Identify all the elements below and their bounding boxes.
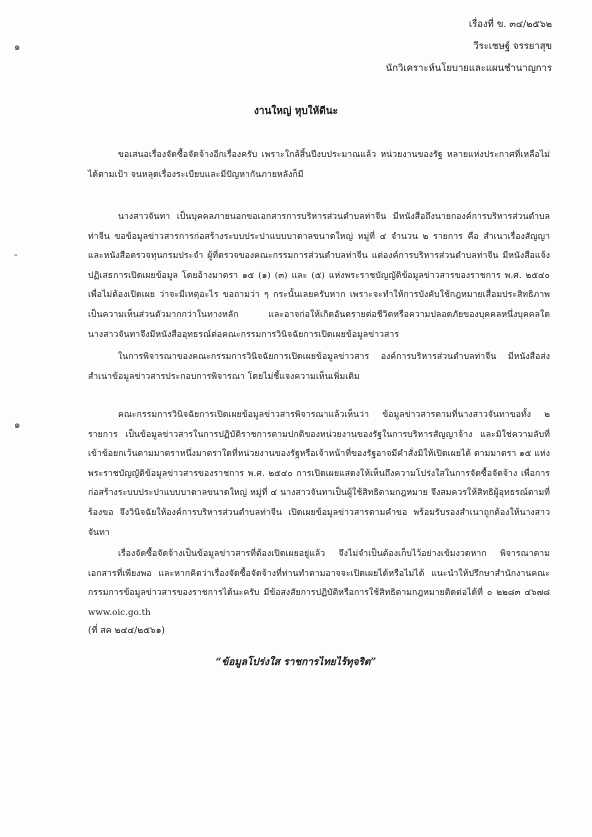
paragraph-text: เรื่องจัดซื้อจัดจ้างเป็นข้อมูลข่าวสารที่ต้องเปิดเผยอยู่แล้ว จึงไม่จำเป็นต้องเก็บไว้อย่างเข้มงวดหาก พิจารณาตามเอกสารที่เพียงพอ และหากคิดว่าเรื่องจัดซื้อจัดจ้างที่ท่านทำตามอาจจะเปิดเผยได้หรือไม่ได้ แนะนำให้ปรึกษาสำนักงานคณะกรรมการข้อมูลข่าวสารของราชการได้นะครับ มีข้อสงสัยการปฏิบัติหรือการใช้สิทธิตามกฎหมายติดต่อได้ที่ ๐ ๒๒๘๓ ๔๖๗๘ www.oic.go.th: [88, 549, 550, 618]
paragraph-3: [88, 348, 550, 387]
greeting-title: งานใหญ่ หุบให้ดีนะ: [254, 106, 338, 117]
paragraph-1: [88, 146, 550, 185]
margin-mark: ๑: [14, 42, 21, 53]
paragraph-5: [88, 545, 550, 623]
reference-note: (ที่ สค ๒๔๔/๒๕๖๑): [88, 626, 165, 636]
letter-header: [312, 14, 552, 80]
paragraph-text: ในการพิจารณาของคณะกรรมการวินิจฉัยการเปิดเผยข้อมูลข่าวสาร องค์การบริหารส่วนตำบลท่าจีน มีหนังสือส่งสำเนาข้อมูลข่าวสารประกอบการพิจารณา โดยไม่ชี้แจงความเห็นเพิ่มเติม: [88, 352, 550, 382]
paragraph-text: คณะกรรมการวินิจฉัยการเปิดเผยข้อมูลข่าวสารพิจารณาแล้วเห็นว่า ข้อมูลข่าวสารตามที่นางสาวจันทาขอทั้ง ๒ รายการ เป็นข้อมูลข่าวสารในการปฏิบัติราชการตามปกติของหน่วยงานของรัฐในการบริหารสัญญาจ้าง และมิใช่ความลับที่เข้าข้อยกเว้นตามมาตราหนึ่งมาตราใดที่หน่วยงานของรัฐหรือเจ้าหน้าที่ของรัฐอาจมีคำสั่งมิให้เปิดเผยได้ ตามมาตรา ๑๕ แห่งพระราชบัญญัติข้อมูลข่าวสารของราชการ พ.ศ. ๒๕๔๐ การเปิดเผยแสดงให้เห็นถึงความโปร่งใสในการจัดซื้อจัดจ้าง เพื่อการก่อสร้างระบบประปาแบบบาดาลขนาดใหญ่ หมู่ที่ ๔ นางสาวจันทาเป็นผู้ใช้สิทธิตามกฎหมาย จึงสมควรให้สิทธิผู้อุทธรณ์ตามที่ร้องขอ จึงวินิจฉัยให้องค์การบริหารส่วนตำบลท่าจีน เปิดเผยข้อมูลข่าวสารตามคำขอ พร้อมรับรองสำเนาถูกต้องให้นางสาวจันทา: [88, 410, 550, 538]
margin-mark: -: [14, 250, 18, 261]
author-name: วีระเชษฐ์ จรรยาสุข: [473, 41, 552, 52]
margin-mark: ๑: [14, 420, 21, 431]
paragraph-2: [88, 208, 550, 345]
slogan: “ข้อมูลโปร่งใส ราชการไทยไร้ทุจริต”: [215, 657, 377, 668]
paragraph-4: [88, 406, 550, 543]
author-position: นักวิเคราะห์นโยบายและแผนชำนาญการ: [385, 63, 552, 74]
paragraph-text: นางสาวจันทา เป็นบุคคลภายนอกขอเอกสารการบริหารส่วนตำบลท่าจีน มีหนังสือถึงนายกองค์การบริหารส่วนตำบลท่าจีน ขอข้อมูลข่าวสารการก่อสร้างระบบประปาแบบบาดาลขนาดใหญ่ หมู่ที่ ๔ จำนวน ๒ รายการ คือ สำเนาเรื่องสัญญา และหนังสือตรวจทุนกรมประจำ ผู้ที่ตรวจของคณะกรรมการส่วนตำบลท่าจีน แต่องค์การบริหารส่วนตำบลท่าจีน มีหนังสือแจ้งปฏิเสธการเปิดเผยข้อมูล โดยอ้างมาตรา ๑๕ (๑) (๓) และ (๕) แห่งพระราชบัญญัติข้อมูลข่าวสารของราชการ พ.ศ. ๒๕๔๐ เพื่อไม่ต้องเปิดเผย ว่าจะมีเหตุอะไร ขอถามว่า ๆ กระนั้นเลยครับหาก เพราะจะทำให้การบังคับใช้กฎหมายเสื่อมประสิทธิภาพ เป็นความเห็นส่วนตัวมากกว่าในทางหลัก และอาจก่อให้เกิดอันตรายต่อชีวิตหรือความปลอดภัยของบุคคลหนึ่งบุคคลใด นางสาวจันทาจึงมีหนังสืออุทธรณ์ต่อคณะกรรมการวินิจฉัยการเปิดเผยข้อมูลข่าวสาร: [88, 212, 550, 340]
reference-number: เรื่องที่ ข. ๓๔/๒๕๖๒: [468, 19, 552, 30]
paragraph-text: ขอเสนอเรื่องจัดซื้อจัดจ้างอีกเรื่องครับ เพราะใกล้สิ้นปีงบประมาณแล้ว หน่วยงานของรัฐ หลายแห่งประกาศที่เหลือไม่ได้ตามเป้า จนหลุดเรื่องระเบียบและมีปัญหากันภายหลังก็มี: [88, 150, 550, 180]
